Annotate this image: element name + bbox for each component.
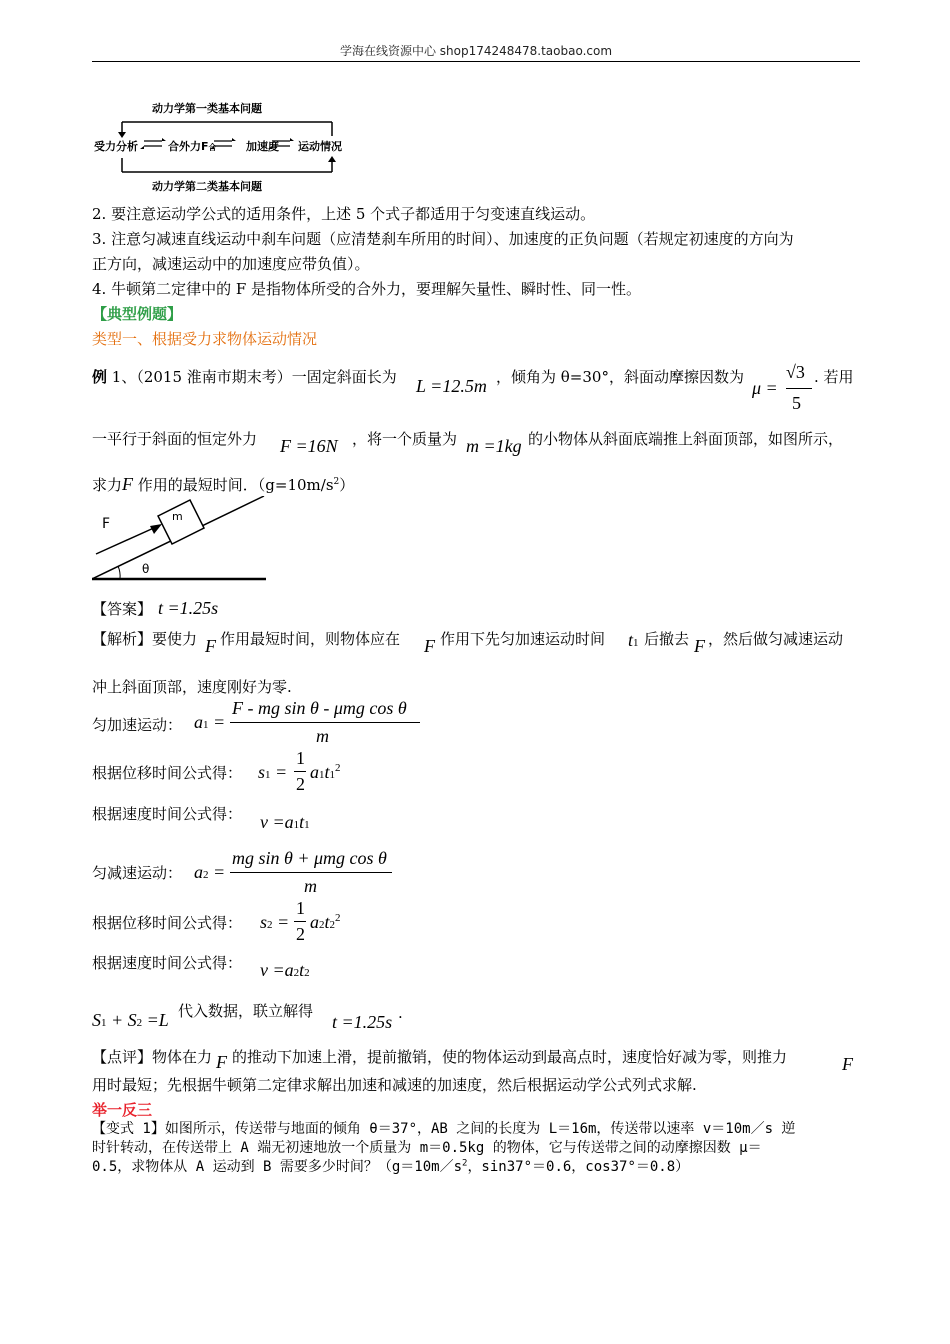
header-divider — [92, 61, 860, 62]
diagram-node-motion: 运动情况 — [298, 140, 342, 153]
s1-label: 根据位移时间公式得： — [92, 764, 243, 782]
sum-text: 代入数据，联立解得 — [178, 1002, 314, 1020]
section-title: 【典型例题】 — [92, 305, 183, 323]
comment-line-2: 用时最短；先根据牛顿第二定律求解出加速和减速的加速度，然后根据运动学公式列式求解. — [92, 1076, 697, 1094]
practice-line-2: 时针转动，在传送带上 A 端无初速地放一个质量为 m＝0.5kg 的物体，它与传送带之间的动摩擦因数 μ＝ — [92, 1140, 762, 1156]
diagram-node-net-force: 合外力F合 — [168, 140, 217, 153]
s1-symbol: s1 = — [258, 762, 288, 782]
s1-half-bar — [294, 771, 306, 772]
s1-a1t1-squared: $a1t1^2$ — [310, 762, 341, 782]
page-header: 学海在线资源中心 shop174248478.taobao.com — [339, 44, 613, 58]
analysis-line-1c: 作用下先匀加速运动时间 — [440, 630, 606, 648]
figure-mass-label: m — [172, 510, 183, 523]
mu-symbol: μ = — [752, 378, 778, 398]
a2-symbol: a2 = — [194, 862, 226, 882]
answer-label: 【答案】 — [92, 600, 153, 618]
s2-a2t2-squared: $a2t2^2$ — [310, 912, 341, 932]
analysis-line-1b: 作用最短时间，则物体应在 — [220, 630, 401, 648]
note-3a: 3. 注意匀减速直线运动中刹车问题（应清楚刹车所用的时间）、加速度的正负问题（若规定初速度的方向为 — [92, 230, 794, 248]
force-arrow-head — [150, 524, 162, 534]
analysis-line-1d: 后撤去 — [644, 630, 690, 648]
a2-fraction-bar — [230, 872, 392, 873]
sum-equation: S1 + S2 =L — [92, 1010, 169, 1030]
final-period: . — [398, 1004, 403, 1022]
s2-half-den: 2 — [296, 924, 305, 944]
practice-line-3: 0.5，求物体从 A 运动到 B 需要多少时间？（$g=10m/s^2$，sin37°＝0.6，cos37°＝0.8） — [92, 1158, 690, 1175]
note-3b: 正方向，减速运动中的加速度应带负值）。 — [92, 255, 370, 273]
example-1-line-2b: ，将一个质量为 — [352, 430, 458, 448]
diagram-node-force-analysis: 受力分析 — [94, 140, 138, 153]
analysis-line-1: 【解析】要使力 — [92, 630, 198, 648]
a1-numerator: F - mg sin θ - μmg cos θ — [232, 698, 407, 718]
analysis-line-1e: ，然后做匀减速运动 — [708, 630, 844, 648]
a2-denominator: m — [304, 876, 317, 896]
analysis-force-3: F — [694, 636, 705, 656]
comment-force-1: F — [216, 1052, 227, 1072]
v2-equation: v =a2t2 — [260, 960, 310, 980]
s2-half-bar — [294, 921, 306, 922]
s2-symbol: s2 = — [260, 912, 290, 932]
practice-title: 举一反三 — [92, 1101, 153, 1119]
example-1-angle-text: ，倾角为 θ=30°，斜面动摩擦因数为 — [496, 368, 744, 386]
comment-line-1a: 【点评】物体在力 — [92, 1048, 213, 1066]
mu-fraction-bar — [786, 388, 812, 389]
comment-force-2: F — [842, 1054, 853, 1074]
a1-denominator: m — [316, 726, 329, 746]
uniform-decel-label: 匀减速运动： — [92, 864, 183, 882]
v2-label: 根据速度时间公式得： — [92, 954, 243, 972]
example-1-line-1-end: . 若用 — [814, 368, 854, 386]
type-1-heading: 类型一、根据受力求物体运动情况 — [92, 330, 318, 348]
s2-label: 根据位移时间公式得： — [92, 914, 243, 932]
v1-label: 根据速度时间公式得： — [92, 805, 243, 823]
mu-denominator: 5 — [792, 393, 801, 413]
diagram-node-acceleration: 加速度 — [246, 140, 279, 153]
example-1-line-2c: 的小物体从斜面底端推上斜面顶部，如图所示， — [528, 430, 844, 448]
force-equation: F =16N — [280, 436, 338, 456]
practice-line-1: 【变式 1】如图所示，传送带与地面的倾角 θ＝37°，AB 之间的长度为 L＝16m，传送带以速率 v＝10m／s 逆 — [92, 1121, 796, 1137]
example-1-line-3: 求力F 作用的最短时间．$(g=10m/s^2)$ — [92, 474, 355, 494]
diagram-bottom-label: 动力学第二类基本问题 — [152, 180, 262, 193]
example-1-line-2a: 一平行于斜面的恒定外力 — [92, 430, 258, 448]
analysis-t1: t1 — [628, 630, 639, 650]
comment-line-1b: 的推动下加速上滑，提前撤销，使的物体运动到最高点时，速度恰好减为零，则推力 — [232, 1048, 788, 1066]
note-4: 4. 牛顿第二定律中的 F 是指物体所受的合外力，要理解矢量性、瞬时性、同一性。 — [92, 280, 642, 298]
a2-numerator: mg sin θ + μmg cos θ — [232, 848, 387, 868]
a1-fraction-bar — [230, 722, 420, 723]
analysis-line-2: 冲上斜面顶部，速度刚好为零. — [92, 678, 292, 696]
final-time-equation: t =1.25s — [332, 1012, 393, 1032]
figure-force-label: F — [102, 516, 111, 532]
analysis-force-1: F — [205, 636, 216, 656]
theta-arc — [118, 566, 120, 579]
answer-equation: t =1.25s — [158, 598, 219, 618]
s2-half-num: 1 — [296, 898, 305, 918]
s1-half-num: 1 — [296, 748, 305, 768]
note-2: 2. 要注意运动学公式的适用条件，上述 5 个式子都适用于匀变速直线运动。 — [92, 205, 596, 223]
example-1-line-1: 例 1、（2015 淮南市期末考）一固定斜面长为 — [92, 368, 397, 386]
v1-equation: v =a1t1 — [260, 812, 310, 832]
a1-symbol: a1 = — [194, 712, 226, 732]
mass-equation: m =1kg — [466, 436, 522, 456]
analysis-force-2: F — [424, 636, 435, 656]
length-equation: L =12.5m — [416, 376, 487, 396]
mu-numerator: √3 — [786, 362, 805, 382]
diagram-top-label: 动力学第一类基本问题 — [152, 102, 262, 115]
figure-angle-label: θ — [142, 562, 150, 576]
uniform-accel-label: 匀加速运动： — [92, 716, 183, 734]
s1-half-den: 2 — [296, 774, 305, 794]
